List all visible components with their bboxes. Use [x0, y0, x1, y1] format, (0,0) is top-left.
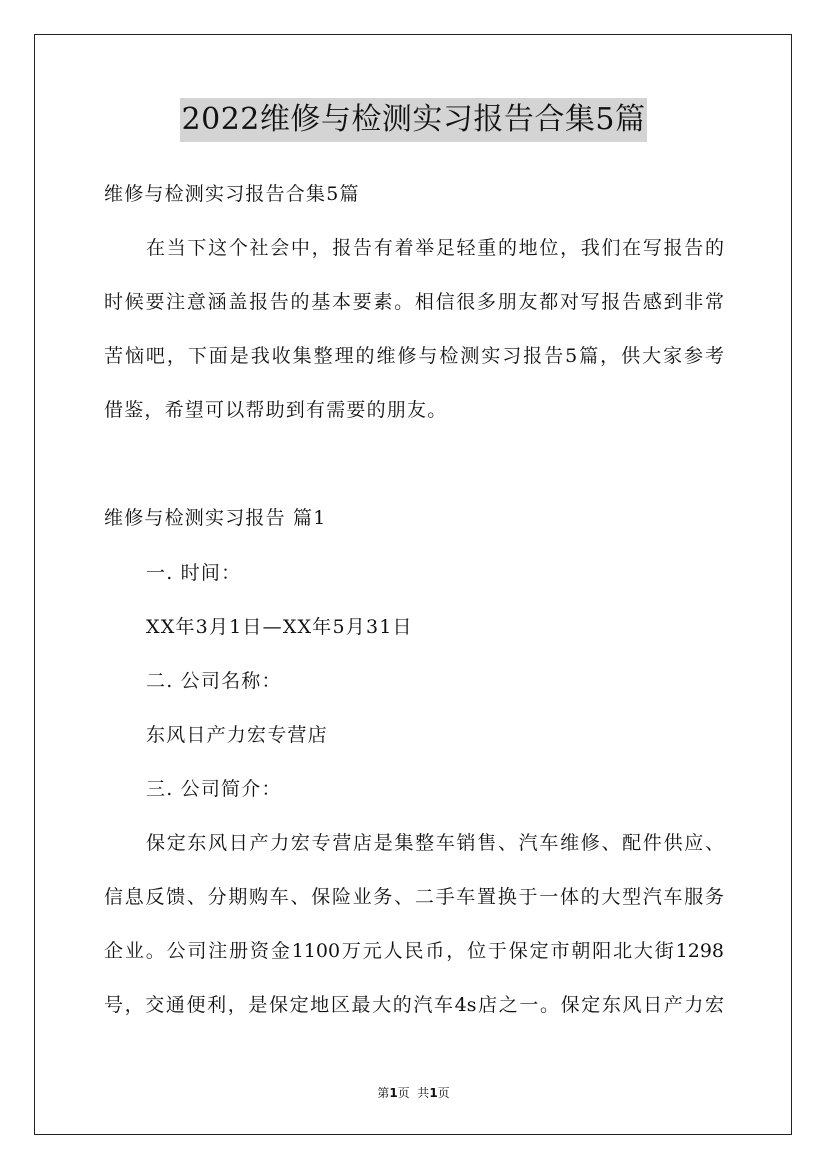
- section-heading: 维修与检测实习报告 篇1: [104, 507, 327, 529]
- document-title: 2022维修与检测实习报告合集5篇: [180, 98, 648, 142]
- time-value: XX年3月1日—XX年5月31日: [146, 616, 413, 638]
- document-subtitle: 维修与检测实习报告合集5篇: [104, 183, 360, 205]
- page-footer: [0, 1085, 827, 1101]
- footer-prefix: 第: [377, 1086, 390, 1100]
- company-intro-label: 三. 公司简介：: [146, 778, 282, 800]
- footer-mid: 页 共: [397, 1086, 430, 1100]
- company-line-3: 企业。公司注册资金1100万元人民币，位于保定市朝阳北大街1298: [104, 940, 724, 962]
- footer-suffix: 页: [437, 1086, 450, 1100]
- intro-line-3: 苦恼吧，下面是我收集整理的维修与检测实习报告5篇，供大家参考: [104, 345, 724, 367]
- company-line-4: 号，交通便利，是保定地区最大的汽车4s店之一。保定东风日产力宏: [104, 994, 724, 1016]
- company-value: 东风日产力宏专营店: [146, 724, 328, 746]
- company-line-1: 保定东风日产力宏专营店是集整车销售、汽车维修、配件供应、: [146, 832, 724, 854]
- footer-page-total: 1: [429, 1086, 438, 1100]
- title-container: [0, 98, 827, 142]
- intro-line-4: 借鉴，希望可以帮助到有需要的朋友。: [104, 399, 448, 421]
- company-label: 二. 公司名称：: [146, 670, 282, 692]
- intro-line-1: 在当下这个社会中，报告有着举足轻重的地位，我们在写报告的: [146, 237, 724, 259]
- intro-line-2: 时候要注意涵盖报告的基本要素。相信很多朋友都对写报告感到非常: [104, 291, 724, 313]
- footer-page-current: 1: [389, 1086, 398, 1100]
- time-label: 一. 时间：: [146, 562, 242, 584]
- company-line-2: 信息反馈、分期购车、保险业务、二手车置换于一体的大型汽车服务: [104, 886, 724, 908]
